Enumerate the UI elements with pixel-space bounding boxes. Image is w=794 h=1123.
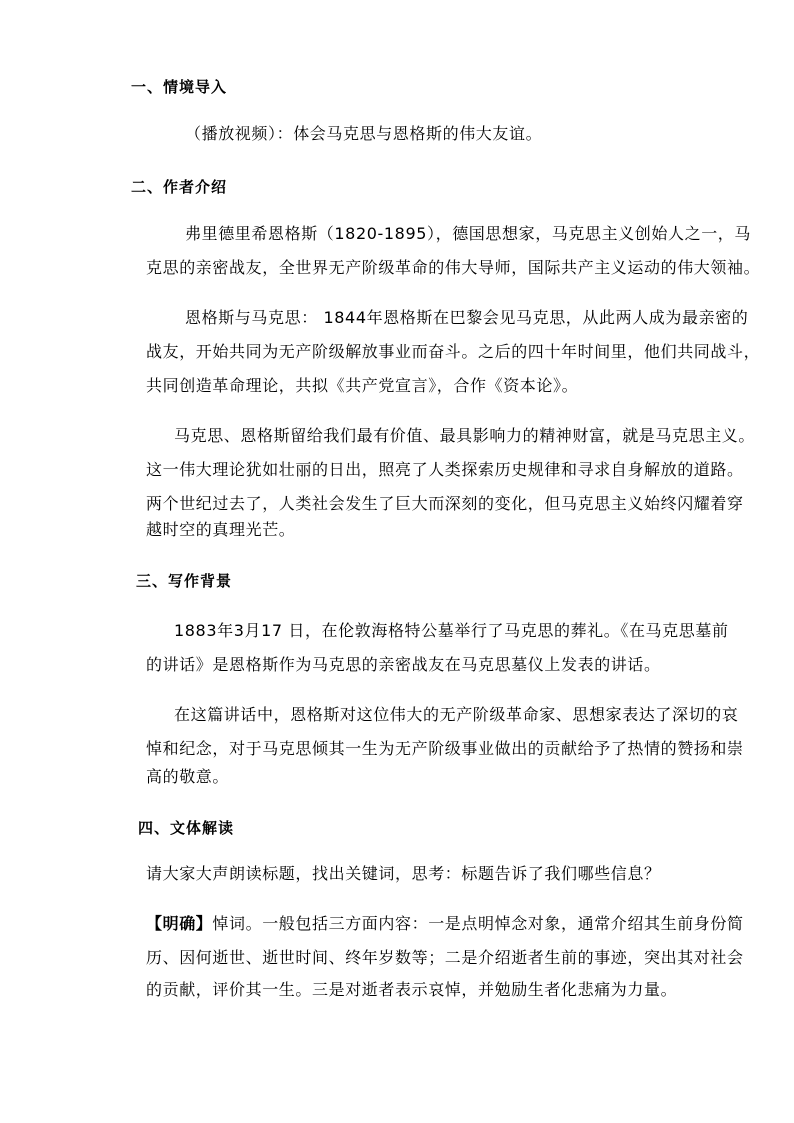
genre-para-line-1-text: 悼词。一般包括三方面内容：一是点明悼念对象，通常介绍其生前身份简 xyxy=(212,914,744,933)
section-1-line: （播放视频）：体会马克思与恩格斯的伟大友谊。 xyxy=(185,124,543,143)
genre-para-line-2: 历、因何逝世、逝世时间、终年岁数等；二是介绍逝者生前的事迹，突出其对社会 xyxy=(146,948,744,967)
genre-para-line-3: 的贡献，评价其一生。三是对逝者表示哀悼，并勉励生者化悲痛为力量。 xyxy=(146,980,678,999)
section-1-heading: 一、情境导入 xyxy=(131,78,228,96)
author-para-3-line-2: 这一伟大理论犹如壮丽的日出，照亮了人类探索历史规律和寻求自身解放的道路。 xyxy=(146,460,744,479)
background-para-2-line-1: 在这篇讲话中，恩格斯对这位伟大的无产阶级革命家、思想家表达了深切的哀 xyxy=(174,705,739,724)
author-para-2-line-3: 共同创造革命理论，共拟《共产党宣言》，合作《资本论》。 xyxy=(146,376,579,395)
author-para-2-line-1: 恩格斯与马克思： 1844年恩格斯在巴黎会见马克思，从此两人成为最亲密的 xyxy=(185,308,749,327)
section-4-heading: 四、文体解读 xyxy=(138,819,235,837)
genre-para-line-1 xyxy=(146,907,744,941)
background-para-1-line-1: 1883年3月17 日，在伦敦海格特公墓举行了马克思的葬礼。《在马克思墓前 xyxy=(174,621,729,640)
author-para-1-line-2: 克思的亲密战友，全世界无产阶级革命的伟大导师，国际共产主义运动的伟大领袖。 xyxy=(146,258,761,277)
background-para-1-line-2: 的讲话》是恩格斯作为马克思的亲密战友在马克思墓仪上发表的讲话。 xyxy=(146,655,661,674)
author-para-2-line-2: 战友，开始共同为无产阶级解放事业而奋斗。之后的四十年时间里，他们共同战斗， xyxy=(146,342,761,361)
author-para-3-line-3: 两个世纪过去了，人类社会发生了巨大而深刻的变化，但马克思主义始终闪耀着穿 xyxy=(146,494,744,513)
author-para-3-line-4: 越时空的真理光芒。 xyxy=(146,520,296,539)
author-para-1-line-1: 弗里德里希恩格斯（1820-1895），德国思想家，马克思主义创始人之一，马 xyxy=(185,224,752,243)
clarify-tag: 【明确】 xyxy=(146,914,213,933)
background-para-2-line-2: 悼和纪念，对于马克思倾其一生为无产阶级事业做出的贡献给予了热情的赞扬和崇 xyxy=(146,739,744,758)
genre-question-line: 请大家大声朗读标题，找出关键词，思考：标题告诉了我们哪些信息？ xyxy=(146,864,661,883)
section-3-heading: 三、写作背景 xyxy=(136,572,233,590)
section-2-heading: 二、作者介绍 xyxy=(131,178,228,196)
author-para-3-line-1: 马克思、恩格斯留给我们最有价值、最具影响力的精神财富，就是马克思主义。 xyxy=(174,426,756,445)
background-para-2-line-3: 高的敬意。 xyxy=(146,767,230,786)
